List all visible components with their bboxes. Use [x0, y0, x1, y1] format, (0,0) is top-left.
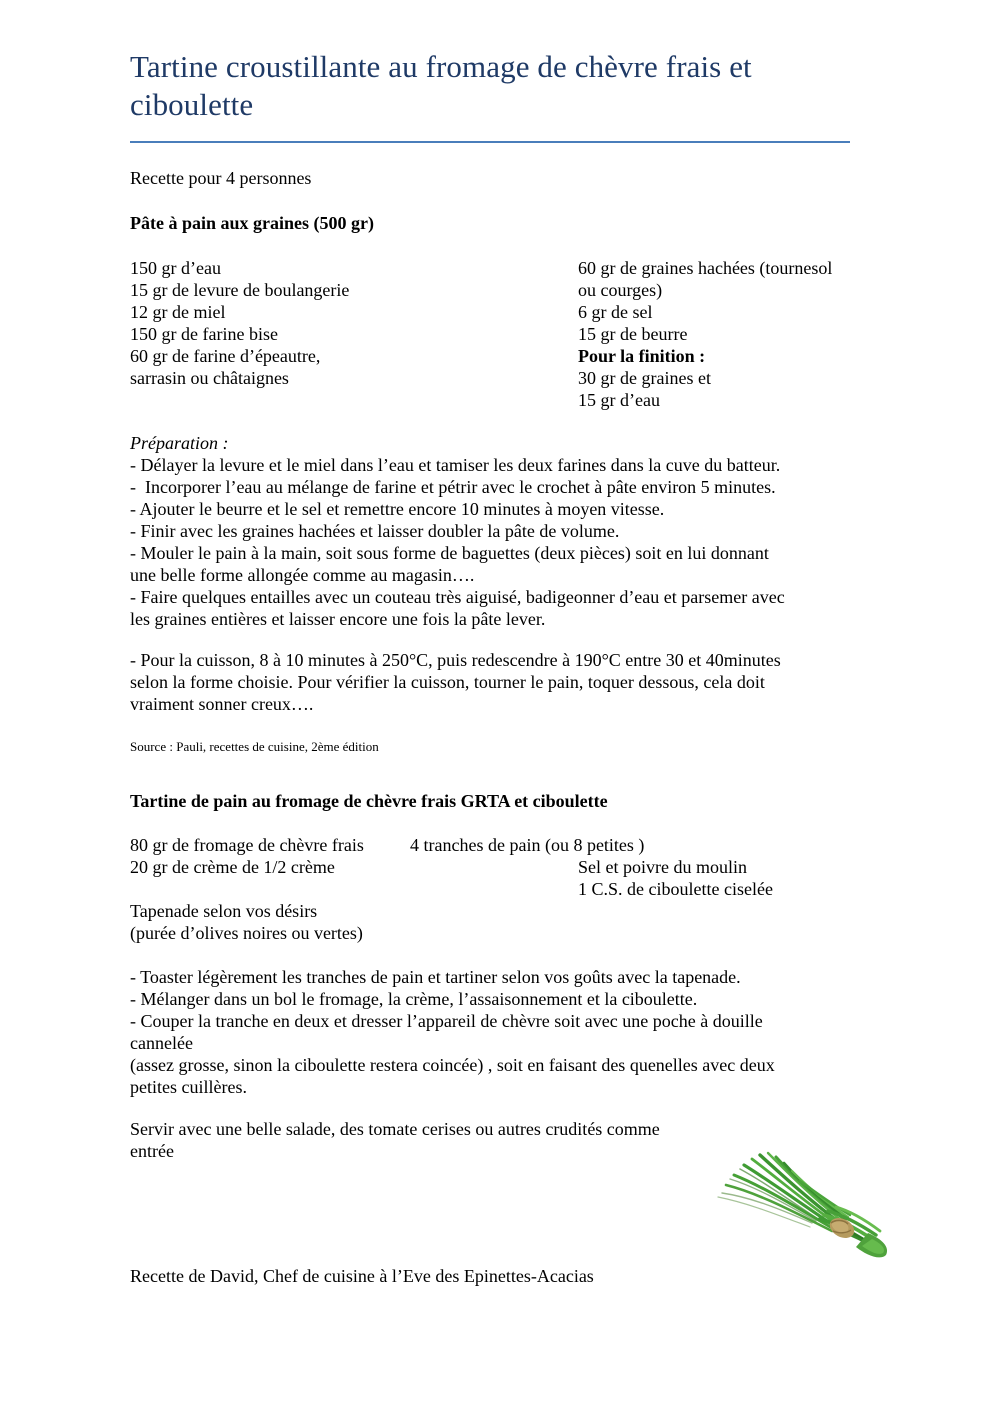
preparation-step: - Finir avec les graines hachées et laisser doubler la pâte de volume. — [130, 521, 620, 541]
preparation-step: - Délayer la levure et le miel dans l’eau et tamiser les deux farines dans la cuve du batteur. — [130, 455, 781, 475]
ingredient-item: 15 gr de levure de boulangerie — [130, 280, 350, 300]
tartine-steps-list — [130, 966, 775, 1098]
tartine-ingredients-left-column — [130, 834, 364, 878]
page-title: Tartine croustillante au fromage de chèvre frais et ciboulette — [130, 49, 752, 122]
ingredient-item: 4 tranches de pain (ou 8 petites ) — [410, 835, 645, 855]
serving-suggestion — [130, 1118, 660, 1162]
chives-illustration — [700, 1135, 900, 1285]
ingredient-item: Sel et poivre du moulin — [578, 857, 747, 877]
ingredient-item: sarrasin ou châtaignes — [130, 368, 289, 388]
tapenade-line: (purée d’olives noires ou vertes) — [130, 923, 363, 943]
ingredient-item: ou courges) — [578, 280, 663, 300]
tapenade-note — [130, 900, 363, 944]
ingredient-item: 80 gr de fromage de chèvre frais — [130, 835, 364, 855]
ingredient-item: 1 C.S. de ciboulette ciselée — [578, 879, 773, 899]
bread-ingredients-right-column — [578, 257, 832, 411]
ingredient-item: 15 gr d’eau — [578, 390, 660, 410]
ingredient-item: 150 gr d’eau — [130, 258, 221, 278]
tartine-ingredients-right-column — [578, 856, 773, 900]
tartine-step: cannelée — [130, 1033, 193, 1053]
chives-bundle-photo — [700, 1135, 900, 1285]
cooking-instructions-paragraph — [130, 649, 781, 715]
title-divider-rule — [130, 141, 850, 143]
footer-credit: Recette de David, Chef de cuisine à l’Eve des Epinettes-Acacias — [130, 1266, 594, 1286]
tartine-step: - Couper la tranche en deux et dresser l’appareil de chèvre soit avec une poche à douille — [130, 1011, 763, 1031]
ingredient-item: 150 gr de farine bise — [130, 324, 278, 344]
preparation-steps-list — [130, 454, 785, 630]
tartine-step: - Mélanger dans un bol le fromage, la crème, l’assaisonnement et la ciboulette. — [130, 989, 698, 1009]
serving-line: entrée — [130, 1141, 174, 1161]
servings-line: Recette pour 4 personnes — [130, 168, 312, 188]
source-citation: Source : Pauli, recettes de cuisine, 2ème édition — [130, 739, 379, 754]
preparation-step: - Faire quelques entailles avec un couteau très aiguisé, badigeonner d’eau et parsemer avec — [130, 587, 785, 607]
ingredient-item: 30 gr de graines et — [578, 368, 711, 388]
finition-heading: Pour la finition : — [578, 346, 706, 366]
preparation-heading: Préparation : — [130, 433, 229, 453]
bread-section-heading: Pâte à pain aux graines (500 gr) — [130, 213, 374, 233]
cooking-line: vraiment sonner creux…. — [130, 694, 314, 714]
serving-line: Servir avec une belle salade, des tomate cerises ou autres crudités comme — [130, 1119, 660, 1139]
tapenade-line: Tapenade selon vos désirs — [130, 901, 318, 921]
bread-ingredients-left-column — [130, 257, 349, 389]
tartine-step: petites cuillères. — [130, 1077, 247, 1097]
ingredient-item: 15 gr de beurre — [578, 324, 688, 344]
ingredient-item: 60 gr de graines hachées (tournesol — [578, 258, 833, 278]
cooking-line: selon la forme choisie. Pour vérifier la cuisson, tourner le pain, toquer dessous, cela doit — [130, 672, 765, 692]
preparation-step: - Ajouter le beurre et le sel et remettre encore 10 minutes à moyen vitesse. — [130, 499, 665, 519]
ingredient-item: 12 gr de miel — [130, 302, 226, 322]
ingredient-item: 6 gr de sel — [578, 302, 653, 322]
preparation-step: une belle forme allongée comme au magasin…. — [130, 565, 475, 585]
preparation-step: les graines entières et laisser encore une fois la pâte lever. — [130, 609, 546, 629]
preparation-step: - Incorporer l’eau au mélange de farine et pétrir avec le crochet à pâte environ 5 minutes. — [130, 477, 776, 497]
tartine-step: (assez grosse, sinon la ciboulette restera coincée) , soit en faisant des quenelles avec deux — [130, 1055, 775, 1075]
ingredient-item: 20 gr de crème de 1/2 crème — [130, 857, 335, 877]
ingredient-item: 60 gr de farine d’épeautre, — [130, 346, 321, 366]
preparation-step: - Mouler le pain à la main, soit sous forme de baguettes (deux pièces) soit en lui donnant — [130, 543, 769, 563]
tartine-step: - Toaster légèrement les tranches de pain et tartiner selon vos goûts avec la tapenade. — [130, 967, 741, 987]
cooking-line: - Pour la cuisson, 8 à 10 minutes à 250°C, puis redescendre à 190°C entre 30 et 40minutes — [130, 650, 781, 670]
tartine-section-heading: Tartine de pain au fromage de chèvre frais GRTA et ciboulette — [130, 791, 608, 811]
